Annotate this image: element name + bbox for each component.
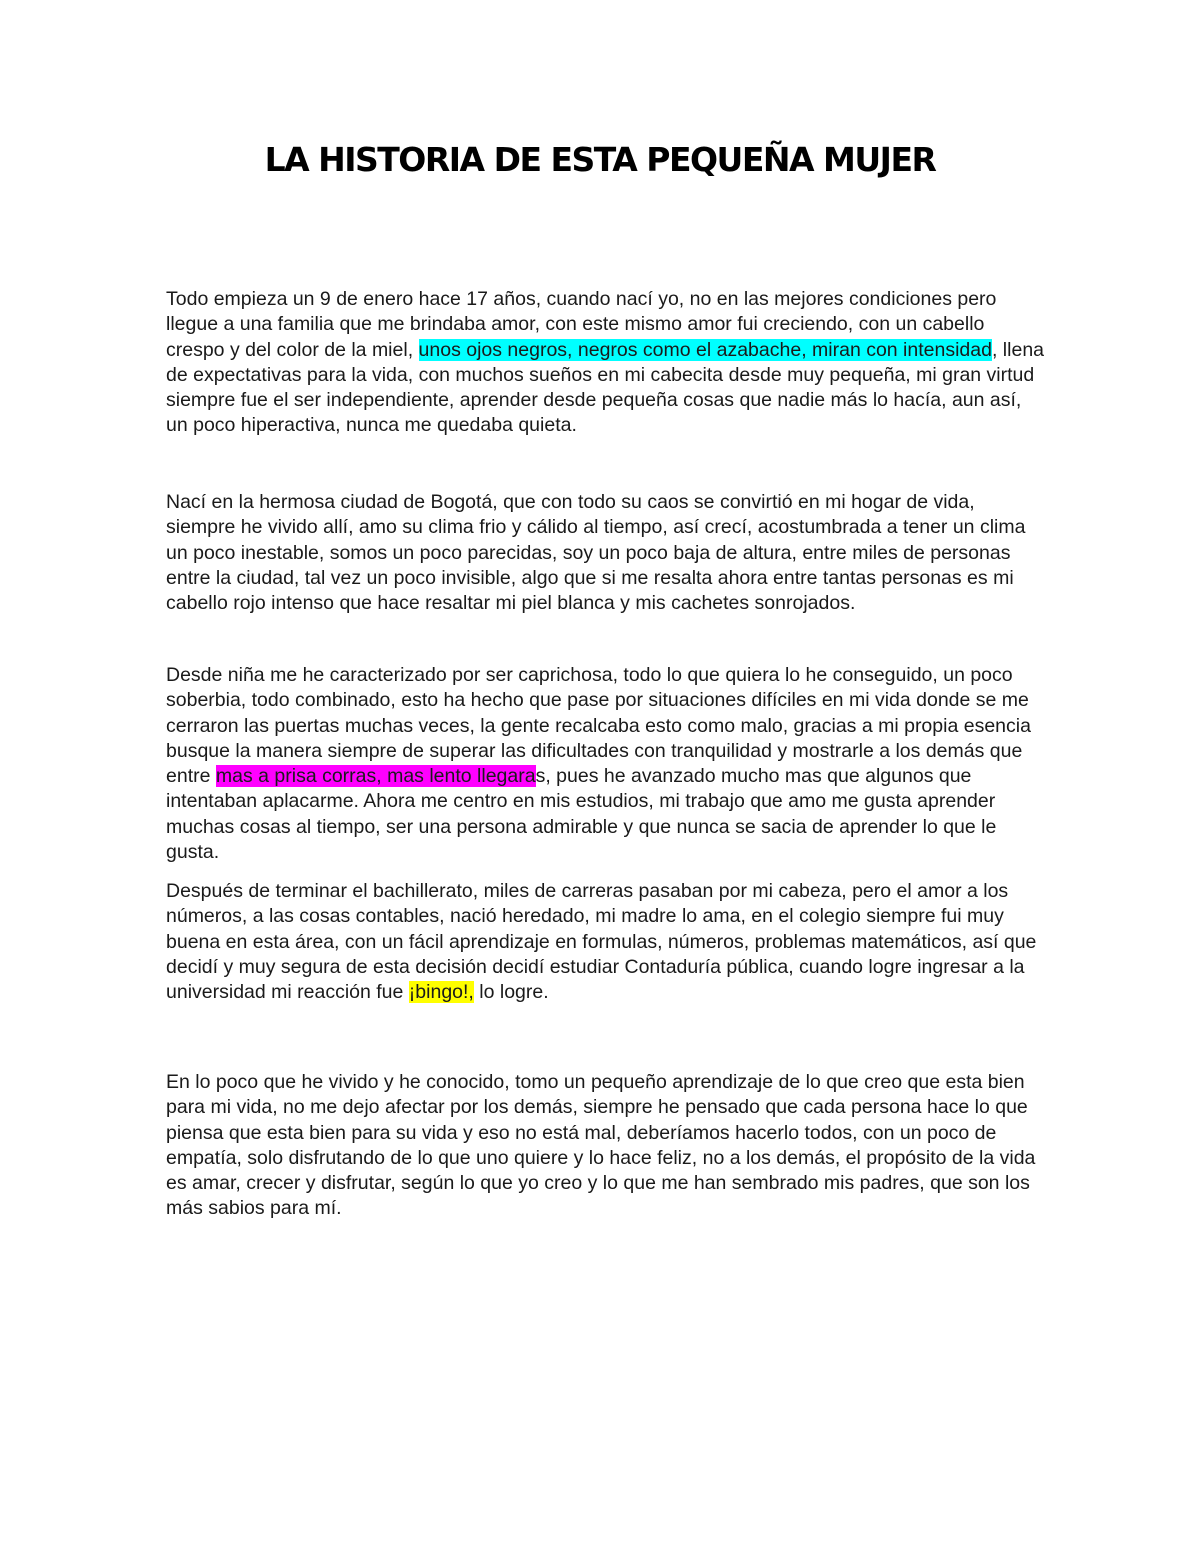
paragraph-text: s, pues he avanzado mucho mas que algunos que intentaban aplacarme. Ahora me centro en mis estudios, mi trabajo que amo me gusta aprender muchas cosas al tiempo, ser una persona admirable y que nunca se sacia de aprender lo que le gusta. <box>166 765 997 864</box>
paragraph-reflection: En lo poco que he vivido y he conocido, tomo un pequeño aprendizaje de lo que creo que esta bien para mi vida, no me dejo afectar por los demás, siempre he pensado que cada persona hace lo que piensa que esta bien para su vida y eso no está mal, deberíamos hacerlo todos, con un poco de empatía, solo disfrutando de lo que uno quiere y lo hace feliz, no a los demás, el propósito de la vida es amar, crecer y disfrutar, según lo que yo creo y lo que me han sembrado mis padres, que son los más sabios para mí. <box>166 1071 1036 1220</box>
paragraph-text: lo logre. <box>473 981 549 1004</box>
highlighted-text-magenta: mas a prisa corras, mas lento llegara <box>215 765 536 788</box>
paragraph-career <box>166 879 1046 1005</box>
paragraph-text: , llena de expectativas para la vida, con muchos sueños en mi cabecita desde muy pequeña, mi gran virtud siempre fue el ser independiente, aprender desde pequeña cosas que nadie más lo hacía, aun así, un poco hiperactiva, nunca me quedaba quieta. <box>166 338 1045 437</box>
paragraph-text: Después de terminar el bachillerato, miles de carreras pasaban por mi cabeza, pero el amor a los números, a las cosas contables, nació heredado, mi madre lo ama, en el colegio siempre fui muy buena en esta área, con un fácil aprendizaje en formulas, números, problemas matemáticos, así que decidí y muy segura de esta decisión decidí estudiar Contaduría pública, cuando logre ingresar a la universidad mi reacción fue <box>166 880 1037 1004</box>
paragraph-childhood <box>166 287 1046 439</box>
document-title: LA HISTORIA DE ESTA PEQUEÑA MUJER <box>264 140 936 179</box>
highlighted-text-cyan: unos ojos negros, negros como el azabache, miran con intensidad <box>418 338 992 361</box>
paragraph-character <box>166 663 1046 865</box>
paragraph-bogota: Nací en la hermosa ciudad de Bogotá, que con todo su caos se convirtió en mi hogar de vida, siempre he vivido allí, amo su clima frio y cálido al tiempo, así crecí, acostumbrada a tener un clima un poco inestable, somos un poco parecidas, soy un poco baja de altura, entre miles de personas entre la ciudad, tal vez un poco invisible, algo que si me resalta ahora entre tantas personas es mi cabello rojo intenso que hace resaltar mi piel blanca y mis cachetes sonrojados. <box>166 491 1026 615</box>
highlighted-text-yellow: ¡bingo!, <box>408 981 474 1004</box>
paragraph-text: Desde niña me he caracterizado por ser caprichosa, todo lo que quiera lo he conseguido, un poco soberbia, todo combinado, esto ha hecho que pase por situaciones difíciles en mi vida donde se me cerraron las puertas muchas veces, la gente recalcaba esto como malo, gracias a mi propia esencia busque la manera siempre de superar las dificultades con tranquilidad y mostrarle a los demás que entre <box>166 664 1031 788</box>
paragraph-text: Todo empieza un 9 de enero hace 17 años, cuando nací yo, no en las mejores condiciones pero llegue a una familia que me brindaba amor, con este mismo amor fui creciendo, con un cabello crespo y del color de la miel, <box>166 288 997 361</box>
